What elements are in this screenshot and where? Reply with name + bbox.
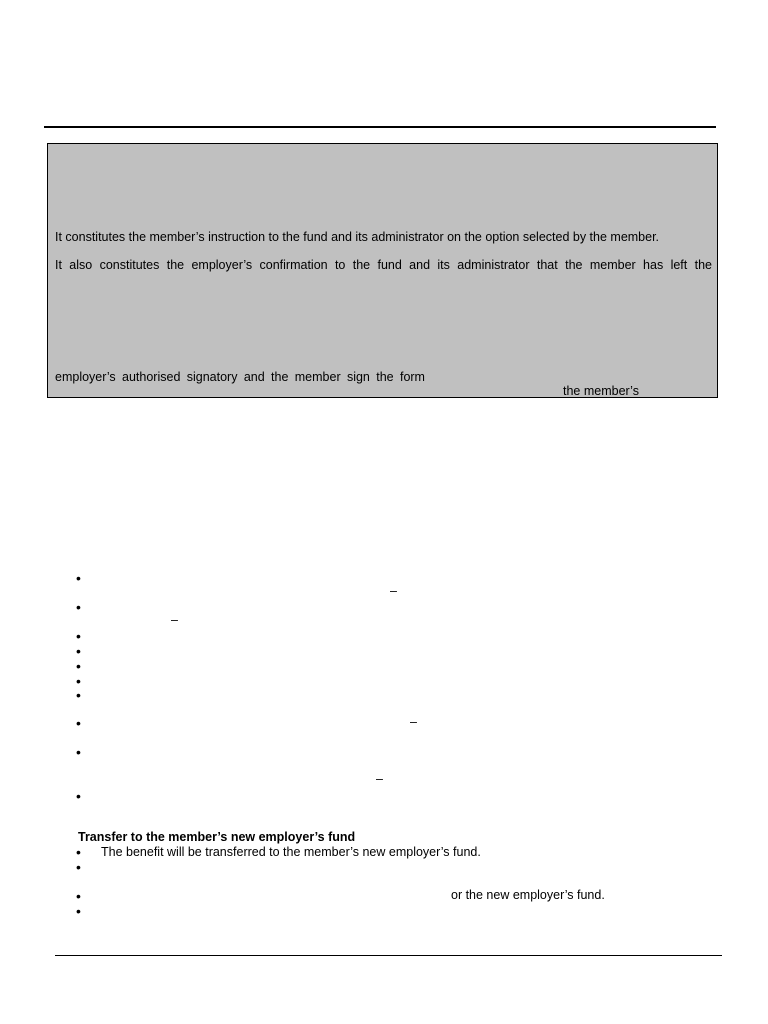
list-dash: – bbox=[390, 584, 397, 598]
notice-line-instruction: It constitutes the member’s instruction to the fund and its administrator on the option selected by the member. bbox=[55, 230, 660, 244]
signatory-word: the bbox=[376, 370, 394, 384]
list-bullet: • bbox=[76, 715, 81, 731]
list-bullet: • bbox=[76, 658, 81, 674]
transfer-item-fragment: or the new employer’s fund. bbox=[451, 888, 605, 902]
list-bullet: • bbox=[76, 628, 81, 644]
list-bullet: • bbox=[76, 643, 81, 659]
list-dash: – bbox=[376, 772, 383, 786]
list-bullet: • bbox=[76, 599, 81, 615]
top-rule bbox=[44, 126, 716, 128]
instruction-notice-box bbox=[47, 143, 718, 398]
signatory-word: form bbox=[399, 370, 425, 384]
list-dash: – bbox=[410, 715, 417, 729]
list-bullet: • bbox=[76, 888, 81, 904]
list-bullet: • bbox=[76, 859, 81, 875]
list-bullet: • bbox=[76, 903, 81, 919]
signatory-word: member bbox=[294, 370, 341, 384]
list-dash: – bbox=[171, 613, 178, 627]
list-bullet: • bbox=[76, 844, 81, 860]
notice-line-members: the member’s bbox=[563, 384, 639, 398]
notice-line-confirmation: It also constitutes the employer’s confirmation to the fund and its administrator that the member has left the bbox=[55, 258, 712, 272]
list-bullet: • bbox=[76, 570, 81, 586]
notice-line-signatory bbox=[55, 370, 425, 384]
bottom-rule bbox=[55, 955, 722, 956]
list-bullet: • bbox=[76, 788, 81, 804]
transfer-item-text: The benefit will be transferred to the member’s new employer’s fund. bbox=[101, 845, 481, 859]
signatory-word: the bbox=[271, 370, 289, 384]
list-bullet: • bbox=[76, 687, 81, 703]
signatory-word: authorised bbox=[122, 370, 181, 384]
list-bullet: • bbox=[76, 673, 81, 689]
list-bullet: • bbox=[76, 744, 81, 760]
signatory-word: and bbox=[243, 370, 265, 384]
signatory-word: employer’s bbox=[55, 370, 116, 384]
signatory-word: sign bbox=[346, 370, 370, 384]
transfer-heading: Transfer to the member’s new employer’s fund bbox=[78, 830, 356, 844]
signatory-word: signatory bbox=[186, 370, 238, 384]
